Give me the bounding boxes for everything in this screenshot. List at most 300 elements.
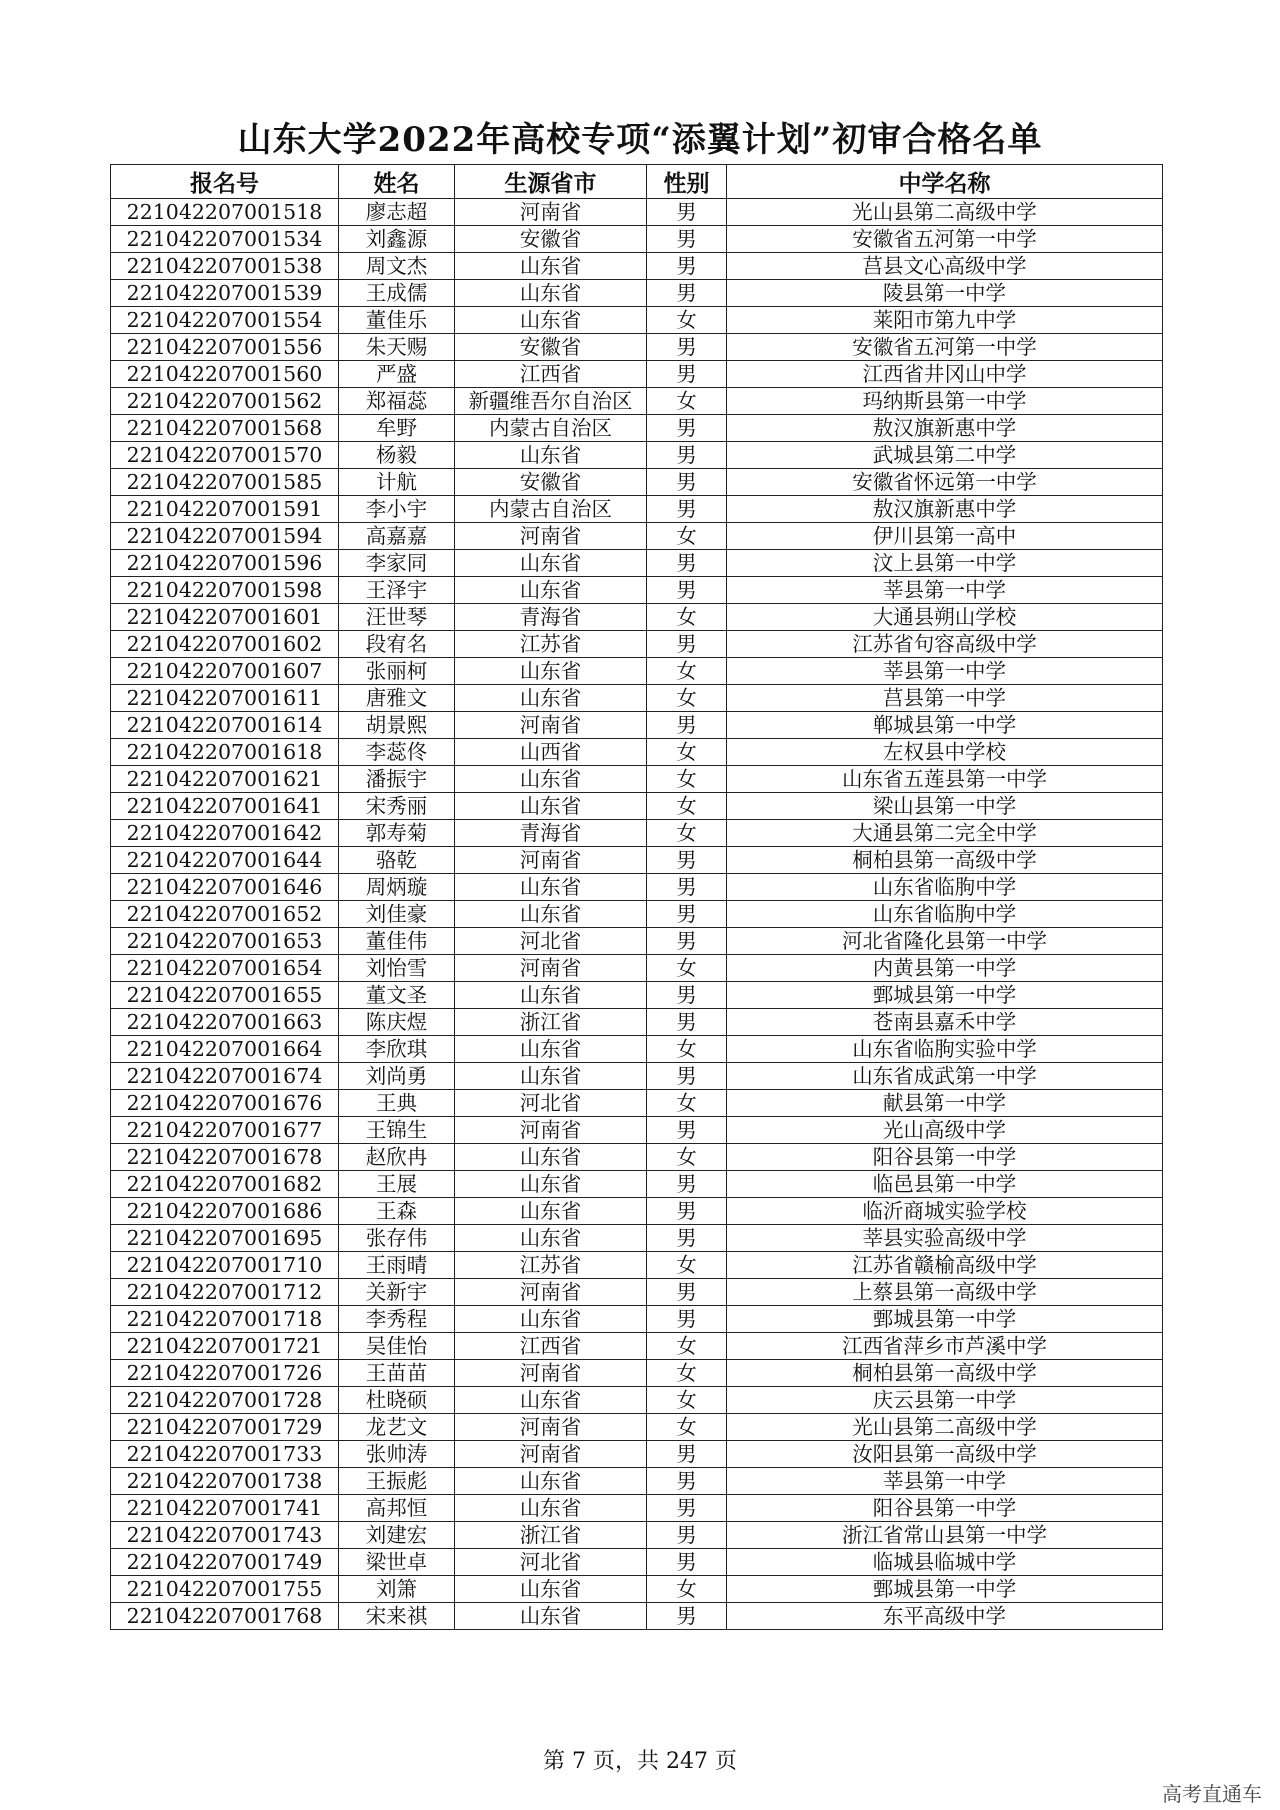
cell-school: 山东省临朐中学 [727,901,1163,928]
table-row [111,280,1163,307]
cell-name: 段宥名 [339,631,455,658]
cell-name: 宋来祺 [339,1603,455,1630]
cell-province: 江苏省 [455,631,647,658]
cell-province: 山东省 [455,874,647,901]
cell-school: 莘县第一中学 [727,658,1163,685]
cell-province: 山东省 [455,1144,647,1171]
table-row [111,1171,1163,1198]
cell-gender: 男 [647,253,727,280]
cell-school: 东平高级中学 [727,1603,1163,1630]
table-row [111,442,1163,469]
cell-province: 江西省 [455,1333,647,1360]
cell-gender: 女 [647,307,727,334]
cell-registration-number: 221042207001674 [111,1063,339,1090]
table-row [111,1441,1163,1468]
cell-name: 张帅涛 [339,1441,455,1468]
cell-registration-number: 221042207001743 [111,1522,339,1549]
table-row [111,982,1163,1009]
cell-registration-number: 221042207001602 [111,631,339,658]
cell-province: 河南省 [455,955,647,982]
cell-province: 山东省 [455,1468,647,1495]
table-row [111,523,1163,550]
cell-registration-number: 221042207001686 [111,1198,339,1225]
cell-school: 江西省萍乡市芦溪中学 [727,1333,1163,1360]
cell-registration-number: 221042207001654 [111,955,339,982]
cell-gender: 女 [647,658,727,685]
cell-registration-number: 221042207001729 [111,1414,339,1441]
table-row [111,955,1163,982]
cell-gender: 女 [647,1144,727,1171]
cell-province: 山东省 [455,793,647,820]
cell-school: 安徽省五河第一中学 [727,226,1163,253]
cell-gender: 男 [647,1009,727,1036]
cell-name: 张存伟 [339,1225,455,1252]
cell-name: 刘建宏 [339,1522,455,1549]
cell-school: 敖汉旗新惠中学 [727,415,1163,442]
cell-school: 光山高级中学 [727,1117,1163,1144]
table-row [111,1387,1163,1414]
cell-registration-number: 221042207001607 [111,658,339,685]
cell-gender: 女 [647,1090,727,1117]
cell-registration-number: 221042207001556 [111,334,339,361]
cell-school: 鄄城县第一中学 [727,982,1163,1009]
cell-province: 河南省 [455,712,647,739]
cell-province: 河北省 [455,928,647,955]
cell-name: 王展 [339,1171,455,1198]
cell-province: 山东省 [455,1063,647,1090]
cell-province: 河南省 [455,847,647,874]
cell-name: 郑福蕊 [339,388,455,415]
cell-name: 王苗苗 [339,1360,455,1387]
cell-registration-number: 221042207001601 [111,604,339,631]
cell-school: 阳谷县第一中学 [727,1144,1163,1171]
cell-registration-number: 221042207001611 [111,685,339,712]
cell-gender: 男 [647,1522,727,1549]
table-row [111,1306,1163,1333]
cell-registration-number: 221042207001641 [111,793,339,820]
cell-name: 李秀程 [339,1306,455,1333]
table-row [111,1279,1163,1306]
cell-name: 严盛 [339,361,455,388]
cell-province: 山东省 [455,658,647,685]
cell-province: 山东省 [455,1198,647,1225]
cell-gender: 女 [647,793,727,820]
cell-school: 桐柏县第一高级中学 [727,847,1163,874]
cell-name: 廖志超 [339,199,455,226]
table-row [111,766,1163,793]
table-row [111,1036,1163,1063]
table-row [111,1522,1163,1549]
cell-province: 内蒙古自治区 [455,415,647,442]
table-row [111,361,1163,388]
table-row [111,793,1163,820]
header-school: 中学名称 [727,165,1163,199]
cell-school: 山东省五莲县第一中学 [727,766,1163,793]
cell-gender: 男 [647,982,727,1009]
cell-province: 江苏省 [455,1252,647,1279]
cell-school: 大通县第二完全中学 [727,820,1163,847]
cell-province: 山东省 [455,577,647,604]
table-row [111,1009,1163,1036]
cell-name: 骆乾 [339,847,455,874]
cell-gender: 女 [647,1387,727,1414]
cell-name: 董佳乐 [339,307,455,334]
cell-registration-number: 221042207001596 [111,550,339,577]
table-row [111,415,1163,442]
cell-gender: 女 [647,604,727,631]
cell-registration-number: 221042207001749 [111,1549,339,1576]
cell-school: 河北省隆化县第一中学 [727,928,1163,955]
cell-school: 伊川县第一高中 [727,523,1163,550]
cell-registration-number: 221042207001768 [111,1603,339,1630]
cell-registration-number: 221042207001562 [111,388,339,415]
cell-name: 郭寿菊 [339,820,455,847]
cell-registration-number: 221042207001712 [111,1279,339,1306]
cell-gender: 男 [647,415,727,442]
cell-name: 刘佳豪 [339,901,455,928]
page-number: 第 7 页，共 247 页 [543,1749,737,1774]
cell-school: 临沂商城实验学校 [727,1198,1163,1225]
cell-province: 山东省 [455,307,647,334]
cell-name: 王成儒 [339,280,455,307]
cell-province: 安徽省 [455,334,647,361]
cell-gender: 男 [647,1279,727,1306]
cell-province: 山东省 [455,766,647,793]
cell-school: 内黄县第一中学 [727,955,1163,982]
cell-school: 莘县实验高级中学 [727,1225,1163,1252]
cell-school: 山东省临朐中学 [727,874,1163,901]
cell-name: 杨毅 [339,442,455,469]
cell-name: 王雨晴 [339,1252,455,1279]
cell-gender: 男 [647,280,727,307]
cell-province: 山东省 [455,550,647,577]
table-row [111,712,1163,739]
cell-name: 王泽宇 [339,577,455,604]
cell-province: 河南省 [455,1360,647,1387]
table-row [111,1603,1163,1630]
cell-registration-number: 221042207001518 [111,199,339,226]
cell-school: 山东省临朐实验中学 [727,1036,1163,1063]
cell-name: 刘箫 [339,1576,455,1603]
cell-registration-number: 221042207001721 [111,1333,339,1360]
cell-school: 莘县第一中学 [727,577,1163,604]
cell-name: 唐雅文 [339,685,455,712]
cell-province: 山东省 [455,982,647,1009]
cell-school: 敖汉旗新惠中学 [727,496,1163,523]
table-row [111,1360,1163,1387]
cell-school: 临邑县第一中学 [727,1171,1163,1198]
cell-province: 山东省 [455,1225,647,1252]
cell-province: 山东省 [455,1576,647,1603]
table-row [111,388,1163,415]
cell-province: 山东省 [455,253,647,280]
cell-province: 河南省 [455,1279,647,1306]
cell-province: 山东省 [455,1171,647,1198]
cell-school: 临城县临城中学 [727,1549,1163,1576]
cell-school: 光山县第二高级中学 [727,199,1163,226]
table-row [111,1144,1163,1171]
cell-gender: 女 [647,1252,727,1279]
cell-registration-number: 221042207001664 [111,1036,339,1063]
cell-name: 吴佳怡 [339,1333,455,1360]
cell-province: 河南省 [455,1414,647,1441]
cell-gender: 男 [647,361,727,388]
cell-school: 梁山县第一中学 [727,793,1163,820]
table-row [111,631,1163,658]
cell-school: 莱阳市第九中学 [727,307,1163,334]
cell-name: 王典 [339,1090,455,1117]
cell-province: 山东省 [455,685,647,712]
cell-gender: 男 [647,1549,727,1576]
cell-school: 上蔡县第一高级中学 [727,1279,1163,1306]
cell-registration-number: 221042207001646 [111,874,339,901]
cell-gender: 女 [647,820,727,847]
cell-school: 鄄城县第一中学 [727,1576,1163,1603]
cell-registration-number: 221042207001618 [111,739,339,766]
cell-registration-number: 221042207001676 [111,1090,339,1117]
cell-name: 李小宇 [339,496,455,523]
cell-registration-number: 221042207001733 [111,1441,339,1468]
cell-province: 河南省 [455,1441,647,1468]
cell-school: 汶上县第一中学 [727,550,1163,577]
cell-gender: 男 [647,1468,727,1495]
cell-name: 梁世卓 [339,1549,455,1576]
cell-school: 献县第一中学 [727,1090,1163,1117]
cell-gender: 男 [647,1198,727,1225]
cell-name: 王振彪 [339,1468,455,1495]
cell-province: 山东省 [455,442,647,469]
table-row [111,334,1163,361]
cell-registration-number: 221042207001560 [111,361,339,388]
table-row [111,1225,1163,1252]
table-row [111,1333,1163,1360]
cell-gender: 男 [647,1171,727,1198]
cell-registration-number: 221042207001678 [111,1144,339,1171]
cell-name: 张丽柯 [339,658,455,685]
cell-province: 山东省 [455,1603,647,1630]
cell-name: 刘怡雪 [339,955,455,982]
cell-school: 左权县中学校 [727,739,1163,766]
cell-name: 宋秀丽 [339,793,455,820]
cell-registration-number: 221042207001568 [111,415,339,442]
cell-registration-number: 221042207001594 [111,523,339,550]
cell-school: 光山县第二高级中学 [727,1414,1163,1441]
table-row [111,1414,1163,1441]
table-row [111,469,1163,496]
cell-name: 董佳伟 [339,928,455,955]
cell-school: 桐柏县第一高级中学 [727,1360,1163,1387]
cell-province: 新疆维吾尔自治区 [455,388,647,415]
header-gender: 性别 [647,165,727,199]
cell-gender: 女 [647,388,727,415]
document-title: 山东大学2022年高校专项“添翼计划”初审合格名单 [237,120,1043,160]
watermark-text: 高考直通车 [1162,1782,1262,1806]
table-row [111,1198,1163,1225]
cell-registration-number: 221042207001652 [111,901,339,928]
table-row [111,658,1163,685]
cell-gender: 男 [647,1495,727,1522]
cell-name: 周文杰 [339,253,455,280]
cell-name: 王森 [339,1198,455,1225]
cell-province: 山东省 [455,1036,647,1063]
table-row [111,604,1163,631]
cell-gender: 男 [647,901,727,928]
cell-registration-number: 221042207001538 [111,253,339,280]
cell-name: 赵欣冉 [339,1144,455,1171]
table-row [111,577,1163,604]
cell-name: 胡景熙 [339,712,455,739]
cell-gender: 男 [647,1225,727,1252]
cell-gender: 女 [647,1414,727,1441]
table-row [111,1063,1163,1090]
cell-school: 江苏省句容高级中学 [727,631,1163,658]
cell-name: 关新宇 [339,1279,455,1306]
cell-school: 浙江省常山县第一中学 [727,1522,1163,1549]
cell-school: 鄄城县第一中学 [727,1306,1163,1333]
cell-registration-number: 221042207001621 [111,766,339,793]
cell-gender: 男 [647,199,727,226]
table-row [111,496,1163,523]
table-row [111,550,1163,577]
cell-gender: 男 [647,550,727,577]
cell-school: 武城县第二中学 [727,442,1163,469]
cell-registration-number: 221042207001591 [111,496,339,523]
cell-school: 庆云县第一中学 [727,1387,1163,1414]
cell-registration-number: 221042207001738 [111,1468,339,1495]
cell-registration-number: 221042207001682 [111,1171,339,1198]
cell-school: 莒县第一中学 [727,685,1163,712]
cell-name: 计航 [339,469,455,496]
table-row [111,1495,1163,1522]
cell-gender: 男 [647,469,727,496]
cell-province: 山东省 [455,1387,647,1414]
cell-name: 牟野 [339,415,455,442]
cell-name: 高嘉嘉 [339,523,455,550]
cell-registration-number: 221042207001642 [111,820,339,847]
table-row [111,685,1163,712]
roster-table [110,164,1163,1630]
cell-province: 河北省 [455,1090,647,1117]
cell-gender: 女 [647,955,727,982]
cell-name: 高邦恒 [339,1495,455,1522]
cell-name: 龙艺文 [339,1414,455,1441]
table-row [111,901,1163,928]
cell-gender: 男 [647,1603,727,1630]
cell-gender: 男 [647,1306,727,1333]
cell-registration-number: 221042207001585 [111,469,339,496]
cell-name: 刘鑫源 [339,226,455,253]
cell-gender: 男 [647,1063,727,1090]
cell-province: 青海省 [455,820,647,847]
table-row [111,928,1163,955]
cell-gender: 男 [647,631,727,658]
cell-registration-number: 221042207001695 [111,1225,339,1252]
cell-province: 江西省 [455,361,647,388]
cell-province: 河南省 [455,1117,647,1144]
table-row [111,1576,1163,1603]
cell-registration-number: 221042207001598 [111,577,339,604]
cell-school: 郸城县第一中学 [727,712,1163,739]
cell-registration-number: 221042207001655 [111,982,339,1009]
cell-gender: 男 [647,226,727,253]
cell-school: 安徽省五河第一中学 [727,334,1163,361]
cell-gender: 男 [647,928,727,955]
cell-name: 刘尚勇 [339,1063,455,1090]
cell-registration-number: 221042207001539 [111,280,339,307]
cell-school: 阳谷县第一中学 [727,1495,1163,1522]
cell-gender: 男 [647,1117,727,1144]
table-row [111,253,1163,280]
table-row [111,1549,1163,1576]
cell-school: 安徽省怀远第一中学 [727,469,1163,496]
cell-gender: 女 [647,1036,727,1063]
table-row [111,739,1163,766]
cell-registration-number: 221042207001644 [111,847,339,874]
cell-province: 安徽省 [455,469,647,496]
table-row [111,1117,1163,1144]
cell-gender: 女 [647,1333,727,1360]
cell-name: 潘振宇 [339,766,455,793]
cell-province: 安徽省 [455,226,647,253]
cell-registration-number: 221042207001718 [111,1306,339,1333]
table-row [111,1090,1163,1117]
table-row [111,226,1163,253]
table-row [111,874,1163,901]
cell-school: 莒县文心高级中学 [727,253,1163,280]
cell-name: 李欣琪 [339,1036,455,1063]
cell-gender: 男 [647,496,727,523]
cell-gender: 女 [647,685,727,712]
header-row [111,165,1163,199]
cell-province: 河南省 [455,523,647,550]
cell-province: 浙江省 [455,1522,647,1549]
cell-registration-number: 221042207001554 [111,307,339,334]
cell-school: 江西省井冈山中学 [727,361,1163,388]
cell-province: 浙江省 [455,1009,647,1036]
header-province: 生源省市 [455,165,647,199]
cell-province: 山东省 [455,1495,647,1522]
cell-registration-number: 221042207001570 [111,442,339,469]
cell-province: 青海省 [455,604,647,631]
cell-registration-number: 221042207001755 [111,1576,339,1603]
cell-school: 汝阳县第一高级中学 [727,1441,1163,1468]
cell-province: 山东省 [455,901,647,928]
cell-name: 李家同 [339,550,455,577]
cell-gender: 男 [647,1441,727,1468]
cell-name: 王锦生 [339,1117,455,1144]
table-row [111,1468,1163,1495]
cell-gender: 女 [647,739,727,766]
cell-registration-number: 221042207001726 [111,1360,339,1387]
cell-registration-number: 221042207001663 [111,1009,339,1036]
cell-province: 河北省 [455,1549,647,1576]
cell-school: 玛纳斯县第一中学 [727,388,1163,415]
cell-gender: 男 [647,442,727,469]
cell-registration-number: 221042207001741 [111,1495,339,1522]
cell-gender: 男 [647,577,727,604]
cell-gender: 男 [647,874,727,901]
table-row [111,307,1163,334]
cell-registration-number: 221042207001728 [111,1387,339,1414]
cell-name: 杜晓硕 [339,1387,455,1414]
cell-name: 陈庆煜 [339,1009,455,1036]
table-row [111,820,1163,847]
cell-name: 汪世琴 [339,604,455,631]
cell-gender: 男 [647,334,727,361]
cell-school: 江苏省赣榆高级中学 [727,1252,1163,1279]
cell-school: 大通县朔山学校 [727,604,1163,631]
cell-registration-number: 221042207001710 [111,1252,339,1279]
